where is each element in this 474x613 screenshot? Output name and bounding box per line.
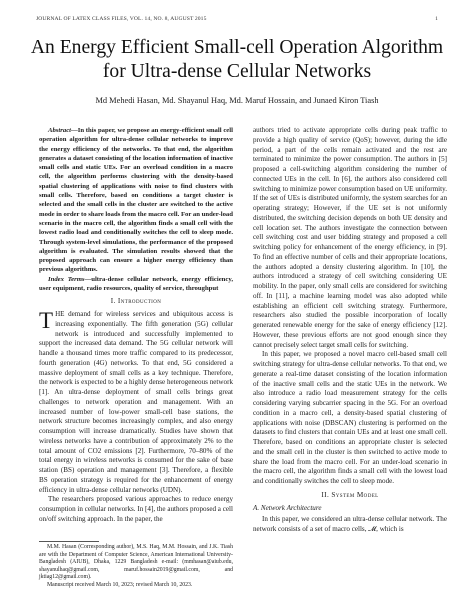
index-terms-label: Index Terms <box>48 275 85 283</box>
intro-paragraph-2: The researchers proposed various approaches to reduce energy consumption in cellular networks. In [4], the authors proposed a cell on/off switching approach. In the paper, the <box>39 495 233 523</box>
system-model-paragraph-1: In this paper, we considered an ultra-dense cellular network. The network consists of a set of macro cells, 𝓜, which is <box>253 515 447 533</box>
paper-title <box>20 36 454 83</box>
author-list: Md Mehedi Hasan, Md. Shayanul Haq, Md. Maruf Hossain, and Junaed Kiron Tiash <box>95 96 379 105</box>
abstract-label: Abstract <box>48 127 72 134</box>
section-heading-introduction: I. Introduction <box>110 297 162 306</box>
index-terms <box>39 275 233 294</box>
intro-paragraph-2-continued: authors tried to activate appropriate cells during peak traffic to provide a high quality of service (QoS); however, during the idle period, a part of the cells remain activated and the rest are terminated to minimize the power consumption. The authors in [5] proposed a cell-switching algorithm considering the number of connected UEs in the cell. In [6], the authors also considered cell switching to minimize power consumption based on UE uniformity. If the set of UEs is distributed uniformly, the system searches for an operating strategy; However, if the UE set is not uniformly distributed, the switching decision depends on both UE density and cell location set. The authors investigate the connection between cell switching cost and user bidding strategy and proposed a cell switching policy for enhancement of the energy efficiency, in [9]. To find an effective number of cells and their appropriate locations, the authors adopted a density clustering algorithm. In [10], the authors introduced a strategy of cell switching considering UE mobility. In the paper, only small cells are considered for switching off. In [11], a machine learning model was also adopted while establishing an efficient cell switching strategy. Furthermore, researchers also studied the possible incorporation of locally generated renewable energy for the sake of energy efficiency [12]. However, these previous efforts are not good enough since they cannot precisely select target small cells for switching. <box>253 126 447 349</box>
drop-cap-letter: T <box>39 308 54 334</box>
footnote-manuscript-dates: Manuscript received March 10, 2023; revised March 10, 2023. <box>47 581 193 588</box>
index-terms-text: —ultra-dense cellular network, energy efficiency, user equipment, radio resources, quality of service, throughput <box>39 275 233 293</box>
left-column <box>39 126 233 525</box>
footnote-divider <box>39 541 99 542</box>
abstract-text: —In this paper, we propose an energy-efficient small cell operation algorithm for ultra-dense cellular networks to improve the energy efficiency of the networks. To that end, the algorithm generates a dataset consisting of the location information of inactive small cells and static UEs. For an overload condition in a macro cell, the algorithm performs clustering with the density-based spatial clustering of applications with noise to find clusters with small cells. Therefore, based on conditions a target cluster is selected and the small cells in the cluster are switched to the active mode in order to share loads from the macro cell. For an under-load scenario in the macro cell, the algorithm finds a small cell with the lowest radio load and conditionally switches the cell to sleep mode. Through system-level simulations, the performance of the proposed algorithm is evaluated. The simulation results showed that the proposed approach can ensure a higher energy efficiency than previous algorithms. <box>39 127 233 274</box>
subsection-heading-network-architecture: A. Network Architecture <box>253 503 322 512</box>
author-footnote <box>39 544 233 590</box>
running-header <box>36 16 438 24</box>
abstract <box>39 126 233 275</box>
page-number: 1 <box>435 16 438 22</box>
right-column <box>253 126 447 535</box>
title-line-2: for Ultra-dense Cellular Networks <box>102 60 372 82</box>
intro-paragraph-1 <box>39 310 233 495</box>
intro-paragraph-3: In this paper, we proposed a novel macro cell-based small cell switching strategy for ultra-dense cellular networks. To that end, we generate a real-time dataset consisting of the location information of the inactive small cells and the static UEs in the network. We also introduce a radio load measurement strategy for the cells considering varying subcarrier spacing in the 5G. For an overload condition in a macro cell, a density-based spatial clustering of applications with noise (DBSCAN) clustering is performed on the datasets to find clusters that contain UEs and at least one small cell. Therefore, based on conditions an appropriate cluster is selected and the small cell in the cluster is then switched to active mode to share the load from the macro cell. For an under-load scenario in the macro cell, the algorithm finds a small cell with the lowest load and conditionally switches the cell to sleep mode. <box>253 350 447 485</box>
journal-name: JOURNAL OF LATEX CLASS FILES, VOL. 14, NO. 8, AUGUST 2015 <box>36 16 207 22</box>
section-heading-system-model: II. System Model <box>321 490 379 499</box>
footnote-affiliations: M.M. Hasan (Corresponding author), M.S. Haq, M.M. Hossain, and J.K. Tiash are with the Department of Computer Science, American International University-Bangladesh (AIUB), Dhaka, 1229 Bangladesh e-mail: (mmhasan@aiub.edu, shayanulhaq@gmail.com, maruf.hossain2019@gmail.com, and jktiag12@gmail.com). <box>39 544 233 581</box>
intro-paragraph-1-text: HE demand for wireless services and ubiquitous access is increasing exponentially. The fifth generation (5G) cellular network is introduced and successfully implemented to support the increased data demand. The 5G cellular network will handle a thousand times more traffic compared to its predecessor, fourth generation (4G) networks. To that end, 5G considered a massive deployment of small cells as a key technique. Therefore, the network is expected to be a highly dense heterogeneous network [1]. An ultra-dense deployment of small cells brings great challenges to network operation and management. With an increased number of low-power small-cell base stations, the network structure becomes increasingly complex, and also energy consumption will increase dramatically. Studies have shown that wireless networks have a contribution of approximately 2% to the total amount of CO2 emissions [2]. Furthermore, 70–80% of the total energy in wireless networks is consumed for the sake of base station (BS) operation and management [3]. Therefore, a flexible BS operation strategy is required for the enhancement of energy efficiency in ultra-dense cellular networks (UDN). <box>39 310 233 494</box>
title-line-1: An Energy Efficient Small-cell Operation Algorithm <box>30 37 444 58</box>
